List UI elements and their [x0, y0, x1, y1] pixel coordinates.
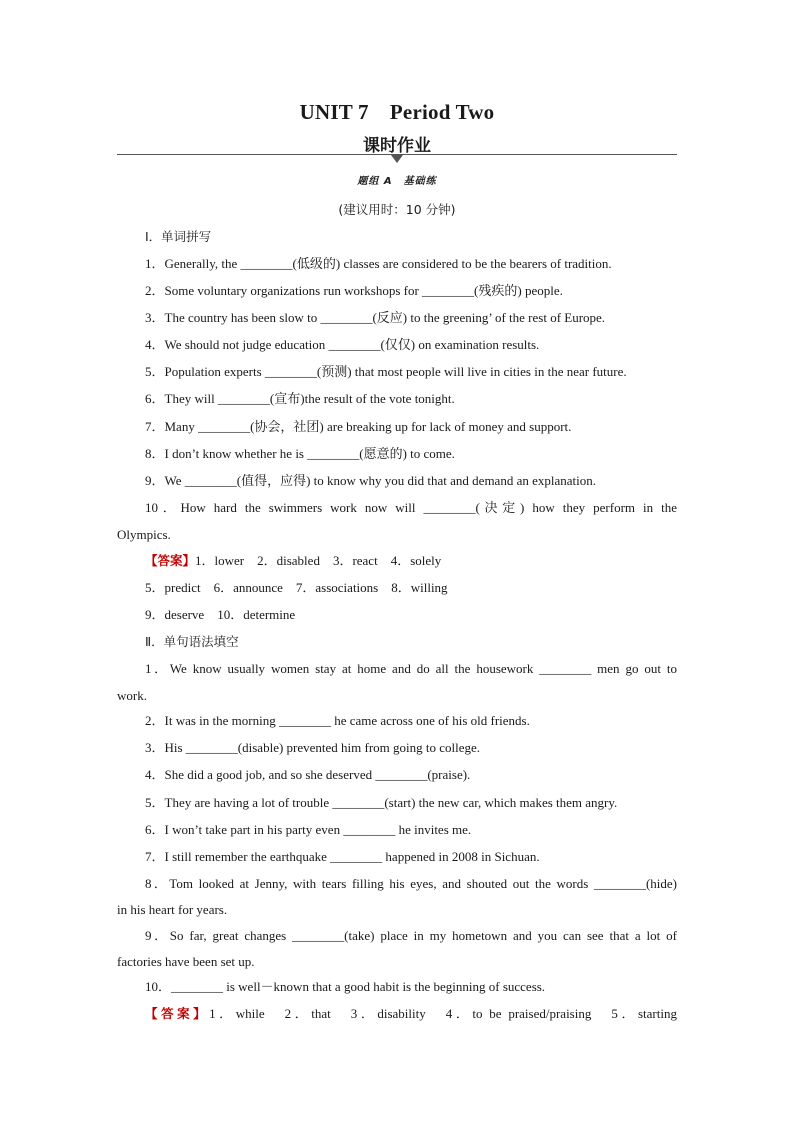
s1-question-6: 6．They will ________(宣布)the result of the vote tonight.	[145, 391, 455, 406]
s2-question-8-cont: in his heart for years.	[117, 902, 228, 917]
s2-question-9-cont: factories have been set up.	[117, 954, 255, 969]
s1-question-5: 5．Population experts ________(预测) that most people will live in cities in the near future.	[145, 364, 627, 379]
s2-question-4: 4．She did a good job, and so she deserved ________(praise).	[145, 767, 471, 782]
s1-answer-line-3: 9．deserve 10．determine	[145, 607, 296, 622]
s1-question-2: 2．Some voluntary organizations run workshops for ________(残疾的) people.	[145, 283, 563, 298]
s2-question-8: 8．Tom looked at Jenny, with tears filling his eyes, and shouted out the words ________(hide)	[145, 876, 677, 891]
s1-question-10-cont: Olympics.	[117, 527, 171, 542]
exercise-group-label: 题组 A 基础练	[357, 176, 437, 187]
triangle-marker-icon	[391, 155, 403, 163]
s2-question-6: 6．I won’t take part in his party even ________ he invites me.	[145, 822, 472, 837]
s2-question-2: 2．It was in the morning ________ he came across one of his old friends.	[145, 713, 530, 728]
section1-heading: Ⅰ．单词拼写	[145, 229, 212, 244]
s2-question-9: 9．So far, great changes ________(take) place in my hometown and you can see that a lot of	[145, 928, 677, 943]
s1-question-1: 1．Generally, the ________(低级的) classes are considered to be the bearers of tradition.	[145, 256, 612, 271]
s1-answers-1: 1．lower 2．disabled 3．react 4．solely	[195, 553, 442, 568]
s2-question-7: 7．I still remember the earthquake ________ happened in 2008 in Sichuan.	[145, 849, 540, 864]
s2-question-10: 10．________ is well－known that a good habit is the beginning of success.	[145, 979, 546, 994]
s2-answers-1: 1．while 2．that 3．disability 4．to be praised/praising 5．starting	[209, 1006, 677, 1021]
s1-answer-line-2: 5．predict 6．announce 7．associations 8．willing	[145, 580, 448, 595]
s1-question-9: 9．We ________(值得，应得) to know why you did that and demand an explanation.	[145, 473, 596, 488]
page-title: UNIT 7 Period Two	[299, 100, 495, 124]
suggested-time: (建议用时：10 分钟)	[338, 202, 456, 217]
s2-question-1-cont: work.	[117, 688, 147, 703]
page-subtitle: 课时作业	[363, 136, 431, 156]
s1-question-10: 10．How hard the swimmers work now will ________(决定) how they perform in the	[145, 500, 677, 515]
s1-question-7: 7．Many ________(协会，社团) are breaking up for lack of money and support.	[145, 419, 572, 434]
s1-question-3: 3．The country has been slow to ________(反应) to the greening’ of the rest of Europe.	[145, 310, 606, 325]
s1-question-4: 4．We should not judge education ________(仅仅) on examination results.	[145, 337, 540, 352]
s2-question-1: 1．We know usually women stay at home and do all the housework ________ men go out to	[145, 661, 677, 676]
s1-answer-tag: 【答案】	[145, 553, 196, 568]
s2-answer-tag: 【答案】	[145, 1006, 210, 1021]
s1-question-8: 8．I don’t know whether he is ________(愿意的) to come.	[145, 446, 455, 461]
section2-heading: Ⅱ．单句语法填空	[145, 634, 239, 649]
s2-question-3: 3．His ________(disable) prevented him from going to college.	[145, 740, 481, 755]
s2-answer-line-1	[145, 1006, 677, 1022]
s2-question-5: 5．They are having a lot of trouble ________(start) the new car, which makes them angry.	[145, 795, 618, 810]
s1-answer-line-1	[145, 553, 441, 569]
